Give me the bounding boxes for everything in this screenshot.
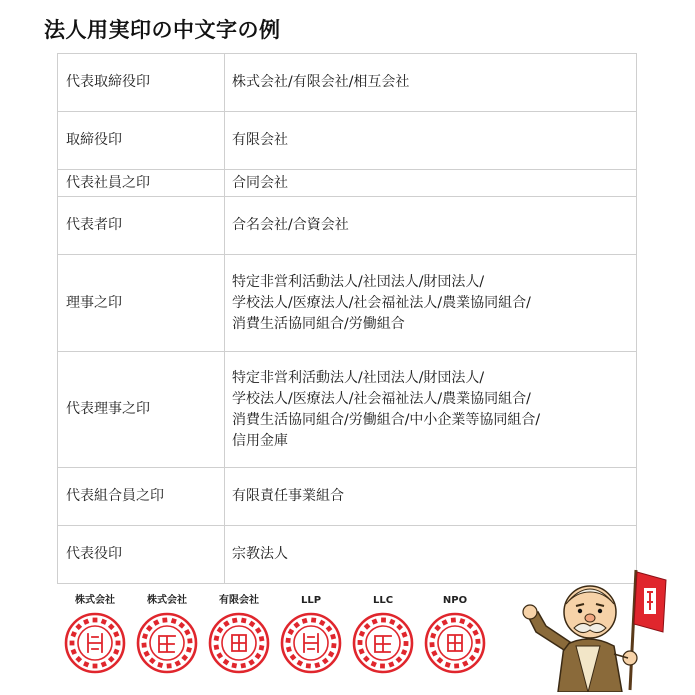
table-row: [58, 54, 637, 112]
company-types-line: 消費生活協同組合/労働組合/中小企業等協同組合/: [232, 411, 541, 428]
seal-role-cell: 代表理事之印: [58, 352, 225, 468]
seal-role-cell: 取締役印: [58, 112, 225, 170]
company-types-line: 特定非営利活動法人/社団法人/財団法人/: [232, 369, 485, 386]
seal-role-cell: 代表役印: [58, 526, 225, 584]
company-types-line: 宗教法人: [232, 546, 288, 562]
company-types-cell: [225, 112, 637, 170]
seal-type-table: [57, 53, 637, 584]
company-types-cell: [225, 468, 637, 526]
company-types-line: 学校法人/医療法人/社会福祉法人/農業協同組合/: [232, 390, 531, 407]
company-types-cell: [225, 255, 637, 352]
company-types-line: 株式会社/有限会社/相互会社: [232, 74, 410, 90]
seal-role-cell: 代表取締役印: [58, 54, 225, 112]
seal-sample-label: 株式会社: [147, 595, 187, 606]
table-row: [58, 197, 637, 255]
company-types-cell: [225, 170, 637, 197]
seal-role-cell: 代表社員之印: [58, 170, 225, 197]
seal-sample-label: LLP: [300, 595, 322, 606]
company-types-cell: [225, 54, 637, 112]
seal-stamp-icon: [280, 612, 342, 674]
company-types-line: 合同会社: [232, 174, 288, 191]
seal-sample: [276, 594, 346, 674]
seal-sample-label: 株式会社: [75, 595, 115, 606]
seal-stamp-icon: [208, 612, 270, 674]
company-types-line: 合名会社/合資会社: [232, 217, 349, 233]
seal-role-cell: 代表組合員之印: [58, 468, 225, 526]
seal-stamp-icon: [352, 612, 414, 674]
seal-sample: [60, 594, 130, 674]
table-row: [58, 352, 637, 468]
seal-stamp-icon: [424, 612, 486, 674]
seal-stamp-icon: [136, 612, 198, 674]
table-row: [58, 112, 637, 170]
seal-sample: [204, 594, 274, 674]
company-types-line: 学校法人/医療法人/社会福祉法人/農業協同組合/: [232, 294, 531, 311]
company-types-line: 消費生活協同組合/労働組合: [232, 315, 405, 332]
table-row: [58, 468, 637, 526]
seal-sample-label: LLC: [372, 595, 394, 606]
seal-sample-label: 有限会社: [219, 595, 259, 606]
company-types-cell: [225, 352, 637, 468]
company-types-cell: [225, 197, 637, 255]
seal-sample-label: NPO: [442, 595, 468, 606]
seal-sample: [348, 594, 418, 674]
table-row: [58, 170, 637, 197]
seal-sample: [132, 594, 202, 674]
seal-stamp-icon: [64, 612, 126, 674]
seal-role-cell: 代表者印: [58, 197, 225, 255]
table-row: [58, 255, 637, 352]
page-title: 法人用実印の中文字の例: [44, 18, 281, 42]
company-types-line: 有限会社: [232, 132, 288, 148]
seal-sample: [420, 594, 490, 674]
seal-samples: [60, 594, 490, 694]
mascot-illustration: [518, 562, 668, 692]
company-types-line: 信用金庫: [232, 432, 288, 449]
company-types-line: 特定非営利活動法人/社団法人/財団法人/: [232, 273, 485, 290]
company-types-line: 有限責任事業組合: [232, 488, 344, 504]
seal-role-cell: 理事之印: [58, 255, 225, 352]
